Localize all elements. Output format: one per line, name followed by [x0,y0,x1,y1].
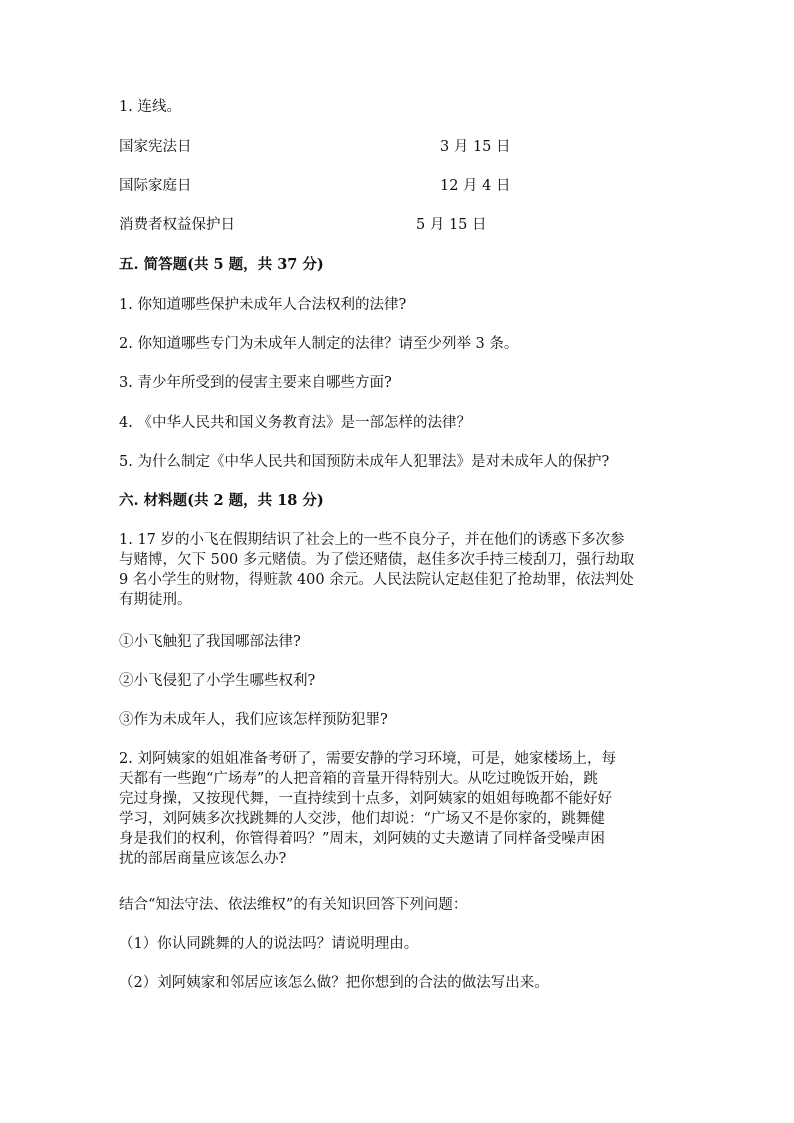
material-two-question: （2）刘阿姨家和邻居应该怎么做？把你想到的合法的做法写出来。 [119,975,549,991]
material-one-paragraph [119,530,675,610]
matching-heading: 1. 连线。 [119,99,181,115]
material-one-line: 有期徒刑。 [119,592,192,608]
material-one-question: ③作为未成年人，我们应该怎样预防犯罪? [119,712,388,728]
matching-left-item: 消费者权益保护日 [119,217,235,233]
short-answer-question: 5. 为什么制定《中华人民共和国预防未成年人犯罪法》是对未成年人的保护? [119,454,610,470]
material-two-line: 2. 刘阿姨家的姐姐准备考研了，需要安静的学习环境，可是，她家楼场上，每 [119,751,616,767]
section-six-title: 六. 材料题(共 2 题，共 18 分) [119,492,324,509]
matching-right-item: 5 月 15 日 [416,217,487,233]
material-two-prompt: 结合“知法守法、依法维权”的有关知识回答下列问题： [119,897,468,913]
short-answer-question: 1. 你知道哪些保护未成年人合法权利的法律? [119,297,407,313]
material-one-question: ①小飞触犯了我国哪部法律? [119,634,301,650]
material-two-line: 天都有一些跑“广场寿”的人把音箱的音量开得特别大。从吃过晚饭开始，跳 [119,771,598,787]
material-two-paragraph [119,749,675,869]
material-two-line: 扰的部居商量应该怎么办? [119,851,287,867]
short-answer-question: 3. 青少年所受到的侵害主要来自哪些方面? [119,375,392,391]
matching-left-item: 国际家庭日 [119,178,192,194]
material-two-line: 完过身操，又按现代舞，一直持续到十点多，刘阿姨家的姐姐每晚都不能好好 [119,791,612,807]
matching-right-item: 3 月 15 日 [440,139,511,155]
material-one-line: 与赌博，欠下 500 多元赌债。为了偿还赌债，赵佳多次手持三棱刮刀，强行劫取 [119,552,635,568]
matching-left-item: 国家宪法日 [119,139,192,155]
material-one-line: 1. 17 岁的小飞在假期结识了社会上的一些不良分子，并在他们的诱惑下多次参 [119,532,625,548]
material-one-question: ②小飞侵犯了小学生哪些权利? [119,673,316,689]
material-two-line: 学习，刘阿姨多次找跳舞的人交涉，他们却说：“广场又不是你家的，跳舞健 [119,811,605,827]
material-one-line: 9 名小学生的财物，得赃款 400 余元。人民法院认定赵佳犯了抢劫罪，依法判处 [119,572,634,588]
short-answer-question: 4. 《中华人民共和国义务教育法》是一部怎样的法律？ [119,415,471,431]
short-answer-question: 2. 你知道哪些专门为未成年人制定的法律？请至少列举 3 条。 [119,336,519,352]
section-five-title: 五. 简答题(共 5 题，共 37 分) [119,256,324,273]
material-two-line: 身是我们的权利，你管得着吗？”周末，刘阿姨的丈夫邀请了同样备受噪声困 [119,831,605,847]
material-two-question: （1）你认同跳舞的人的说法吗？请说明理由。 [119,936,419,952]
matching-right-item: 12 月 4 日 [440,178,511,194]
